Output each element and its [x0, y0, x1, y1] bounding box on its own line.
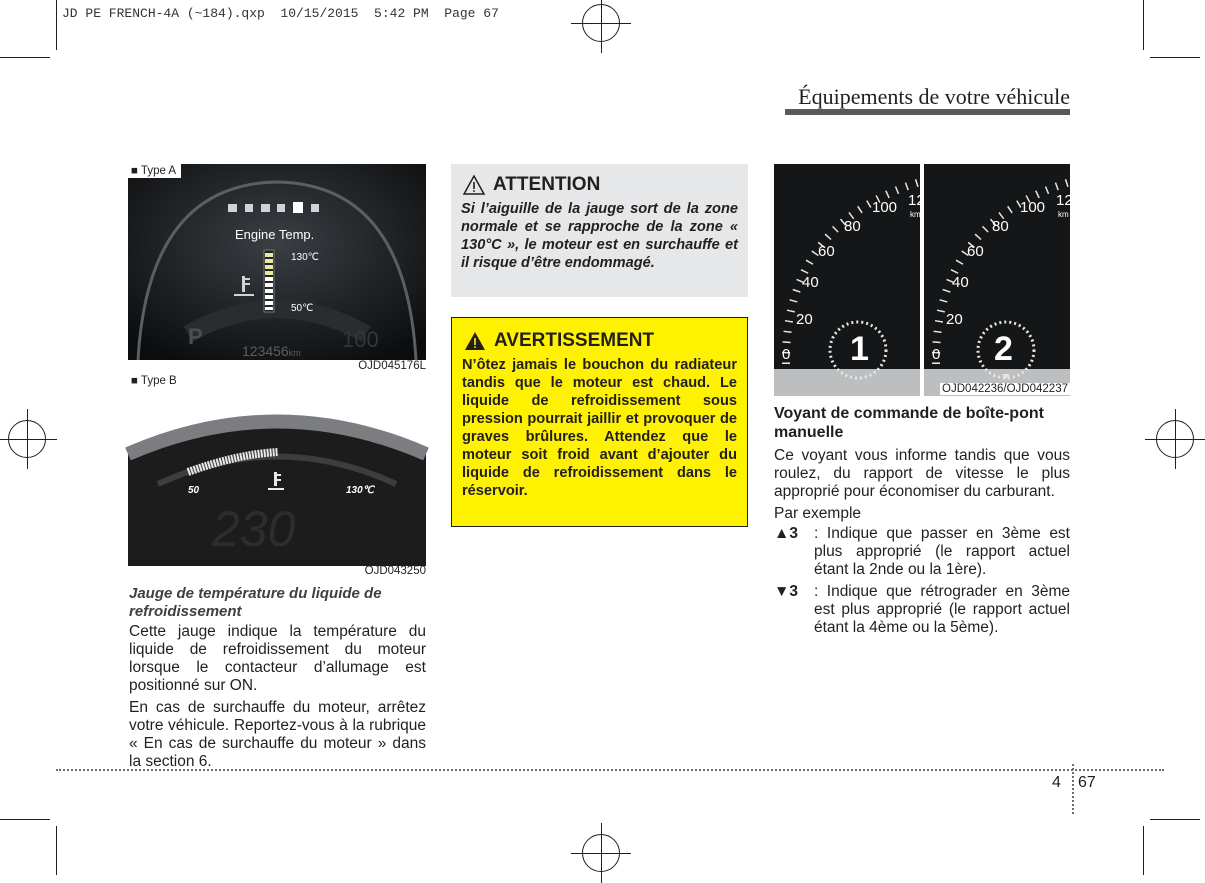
- speedo-unit: km: [1058, 210, 1069, 219]
- speedo-tick: 40: [952, 274, 969, 291]
- attention-header: [451, 164, 748, 196]
- paragraph: Par exemple: [774, 505, 862, 522]
- gear-figure-code: OJD042236/OJD042237: [942, 383, 1068, 395]
- speedo-tick: 80: [992, 218, 1009, 235]
- shift-down-symbol: ▼3: [774, 583, 798, 600]
- registration-mark: [8, 420, 46, 458]
- speedo-unit: km: [910, 210, 921, 219]
- gear-indicator-heading: Voyant de commande de boîte-pont manuelle: [774, 405, 1044, 441]
- speed-readout: 100: [342, 327, 379, 352]
- crop-mark: [1150, 57, 1200, 58]
- indicator-text: : Indique que rétrograder en 3ème est plus approprié (le rapport actuel étant la 4ème ou la 5ème).: [814, 583, 1070, 636]
- warning-box: [451, 317, 748, 527]
- page-number-separator: [1072, 764, 1074, 814]
- section-title: Équipements de votre véhicule: [798, 84, 1070, 109]
- speedo-tick: 60: [967, 243, 984, 260]
- crop-mark: [1143, 826, 1144, 875]
- crop-mark: [56, 826, 57, 875]
- paragraph: Ce voyant vous informe tandis que vous roulez, du rapport de vitesse le plus approprié pour économiser du carburant.: [774, 447, 1070, 500]
- footer-rule: [56, 769, 1164, 771]
- coolant-gauge-heading: Jauge de température du liquide de refroidissement: [129, 585, 382, 620]
- attention-text: Si l’aiguille de la jauge sort de la zone normale et se rapproche de la zone « 130°C », le moteur est en surchauffe et il risque d’être endommagé.: [461, 201, 738, 271]
- shift-up-symbol: ▲3: [774, 525, 798, 542]
- type-a-label: ■ Type A: [128, 164, 181, 178]
- gear-indicator-left: 1: [850, 330, 869, 368]
- registration-mark: [582, 4, 620, 42]
- type-a-code: OJD045176L: [358, 360, 426, 372]
- gauge-low-label: 50: [188, 485, 200, 496]
- type-b-figure: [128, 374, 426, 579]
- speedo-tick: 20: [946, 311, 963, 328]
- speedo-tick: 60: [818, 243, 835, 260]
- speedo-tick: 40: [802, 274, 819, 291]
- speedo-tick: 12: [1056, 192, 1073, 209]
- crop-mark: [0, 819, 50, 820]
- gear-shift-figure: [774, 164, 1073, 396]
- speedo-tick: 12: [908, 192, 925, 209]
- warning-title: AVERTISSEMENT: [494, 330, 655, 351]
- crop-mark: [56, 0, 57, 50]
- crop-mark: [1143, 0, 1144, 50]
- speedo-tick: 20: [796, 311, 813, 328]
- engine-temp-title: Engine Temp.: [235, 227, 315, 242]
- speedo-tick: 100: [1020, 199, 1046, 216]
- type-a-figure: [128, 164, 426, 374]
- speedo-tick: 0: [782, 346, 791, 363]
- chapter-number: 4: [1052, 774, 1061, 791]
- gauge-high-label: 130℃: [291, 252, 319, 263]
- paragraph: En cas de surchauffe du moteur, arrêtez votre véhicule. Reportez-vous à la rubrique « En cas de surchauffe du moteur » dans la section 6.: [129, 699, 426, 770]
- speedo-tick: 100: [872, 199, 898, 216]
- paragraph: Cette jauge indique la température du liquide de refroidissement du moteur lorsque le contacteur d’allumage est positionné sur ON.: [129, 623, 426, 694]
- gauge-low-label: 50℃: [291, 303, 314, 314]
- attention-box: [451, 164, 748, 297]
- speedo-tick: 80: [844, 218, 861, 235]
- gear-indicator: P: [188, 324, 203, 349]
- speedo-tick: 0: [932, 346, 941, 363]
- indicator-item: [774, 583, 1070, 637]
- odometer: 123456km: [242, 343, 301, 359]
- left-body: [129, 623, 426, 775]
- warning-text: N’ôtez jamais le bouchon du radiateur tandis que le moteur est chaud. Le liquide de refroidissement sous pression pourrait jaillir et provoquer de graves brûlures. Attendez que le moteur soit froid avant d’ajouter du liquide de refroidissement dans le réservoir.: [462, 357, 737, 499]
- warning-triangle-icon: [463, 175, 485, 195]
- indicator-item: [774, 525, 1070, 579]
- type-b-code: OJD043250: [364, 565, 426, 577]
- warning-triangle-icon: [464, 331, 486, 351]
- attention-title: ATTENTION: [493, 174, 601, 195]
- gauge-high-label: 130℃: [346, 485, 374, 496]
- title-bar: [785, 109, 1070, 115]
- speed-readout: 230: [212, 501, 296, 557]
- print-info: JD PE FRENCH-4A (~184).qxp 10/15/2015 5:42 PM Page 67: [62, 6, 499, 21]
- crop-mark: [0, 57, 50, 58]
- crop-mark: [1150, 819, 1200, 820]
- indicator-text: : Indique que passer en 3ème est plus approprié (le rapport actuel étant la 2nde ou la 1ère).: [814, 525, 1070, 578]
- type-b-label: ■ Type B: [131, 375, 177, 387]
- warning-header: [452, 318, 747, 352]
- registration-mark: [1156, 420, 1194, 458]
- gear-intro: [774, 447, 1070, 527]
- gear-indicator-right: 2: [994, 330, 1013, 368]
- registration-mark: [582, 834, 620, 872]
- page-number: 67: [1078, 774, 1096, 791]
